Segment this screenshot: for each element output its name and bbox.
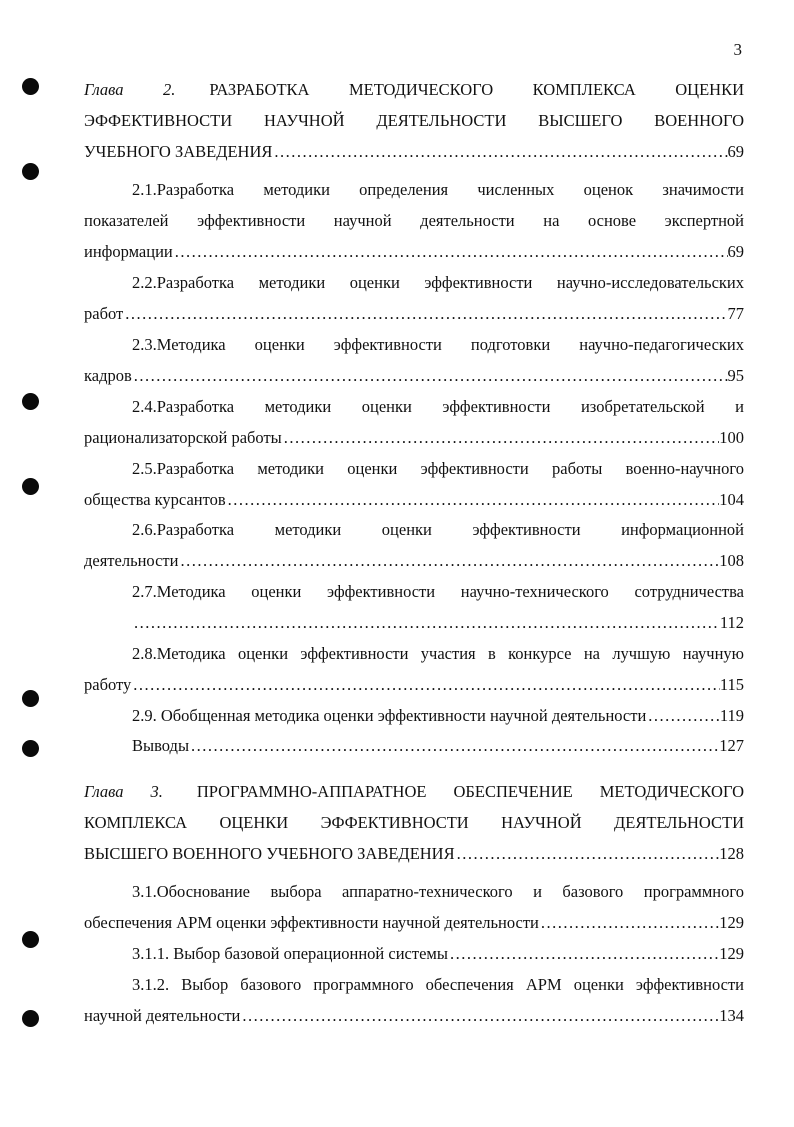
binder-hole-mark <box>22 740 39 757</box>
section-title-line-1: Выводы <box>132 736 190 755</box>
binder-hole-mark <box>22 690 39 707</box>
toc-page-number: 128 <box>719 844 744 863</box>
toc-section-3-1-2[interactable] <box>84 969 744 1031</box>
dot-leader <box>646 700 720 731</box>
dot-leader <box>240 1000 719 1031</box>
binder-hole-mark <box>22 163 39 180</box>
section-title-line-2: работ <box>84 304 124 323</box>
dot-leader <box>178 545 719 576</box>
section-title-line-2: рационализаторской работы <box>84 428 282 447</box>
section-title-line-1: 2.8.Методика оценки эффективности участия в конкурсе на лучшую научную <box>132 644 744 663</box>
toc-section-2-7[interactable] <box>84 576 744 638</box>
toc-page-number: 108 <box>719 551 744 570</box>
section-title-line-1: 3.1.Обоснование выбора аппаратно-технического и базового программного <box>132 882 744 901</box>
section-title-line-1: 2.4.Разработка методики оценки эффективности изобретательской и <box>132 397 744 416</box>
section-title-line-1: 2.5.Разработка методики оценки эффективности работы военно-научного <box>132 459 744 478</box>
toc-section-2-5[interactable] <box>84 453 744 515</box>
toc-page-number: 77 <box>727 304 744 323</box>
section-title-line-2: работу <box>84 675 132 694</box>
dot-leader <box>123 298 727 329</box>
page-number: 3 <box>733 40 742 59</box>
chapter-title-line-2: КОМПЛЕКСА ОЦЕНКИ ЭФФЕКТИВНОСТИ НАУЧНОЙ ДЕЯТЕЛЬНОСТИ <box>84 813 744 832</box>
binder-hole-mark <box>22 393 39 410</box>
dot-leader <box>132 360 728 391</box>
section-title-line-1: 2.2.Разработка методики оценки эффективности научно-исследовательских <box>132 273 744 292</box>
dot-leader <box>448 938 719 969</box>
toc-page-number: 69 <box>727 242 744 261</box>
dot-leader <box>455 838 720 869</box>
chapter-label: Глава 3. <box>84 782 163 801</box>
toc-section-2-3[interactable] <box>84 329 744 391</box>
section-title-line-2: обеспечения АРМ оценки эффективности научной деятельности <box>84 913 539 932</box>
toc-page-number: 100 <box>719 428 744 447</box>
chapter-title-line-2: ЭФФЕКТИВНОСТИ НАУЧНОЙ ДЕЯТЕЛЬНОСТИ ВЫСШЕГО ВОЕННОГО <box>84 111 744 130</box>
section-title-line-1: 2.9. Обобщенная методика оценки эффективности научной деятельности <box>132 706 647 725</box>
chapter-title-line-1: ПРОГРАММНО-АППАРАТНОЕ ОБЕСПЕЧЕНИЕ МЕТОДИЧЕСКОГО <box>196 782 744 801</box>
toc-page-number: 95 <box>727 366 744 385</box>
toc-chapter-2[interactable] <box>84 74 744 167</box>
dot-leader <box>282 422 719 453</box>
toc-page-number: 69 <box>727 142 744 161</box>
dot-leader <box>226 484 720 515</box>
toc-section-2-2[interactable] <box>84 267 744 329</box>
section-title-line-3: информации <box>84 242 173 261</box>
section-title-line-2: показателей эффективности научной деятельности на основе экспертной <box>84 211 744 230</box>
section-title-line-2: кадров <box>84 366 132 385</box>
toc-page-number: 115 <box>719 675 744 694</box>
dot-leader <box>132 607 720 638</box>
section-title-line-2: общества курсантов <box>84 490 226 509</box>
toc-section-2-8[interactable] <box>84 638 744 700</box>
toc-section-3-1[interactable] <box>84 876 744 938</box>
chapter-label: Глава 2. <box>84 80 176 99</box>
chapter-title-line-1: РАЗРАБОТКА МЕТОДИЧЕСКОГО КОМПЛЕКСА ОЦЕНКИ <box>209 80 744 99</box>
toc-page-number: 127 <box>719 736 744 755</box>
toc-chapter-3[interactable] <box>84 776 744 869</box>
toc-section-2-1[interactable] <box>84 174 744 267</box>
chapter-title-line-3: УЧЕБНОГО ЗАВЕДЕНИЯ <box>84 142 273 161</box>
chapter-title-line-3: ВЫСШЕГО ВОЕННОГО УЧЕБНОГО ЗАВЕДЕНИЯ <box>84 844 455 863</box>
section-title-line-1: 2.7.Методика оценки эффективности научно-технического сотрудничества <box>132 582 744 601</box>
dot-leader <box>173 236 728 267</box>
section-title-line-2: деятельности <box>84 551 179 570</box>
toc-section-3-1-1[interactable] <box>84 938 744 969</box>
dot-leader <box>539 907 719 938</box>
binder-hole-mark <box>22 1010 39 1027</box>
dot-leader <box>272 136 727 167</box>
section-title-line-1: 3.1.1. Выбор базовой операционной системы <box>132 944 448 963</box>
toc-page-number: 134 <box>719 1006 744 1025</box>
section-title-line-1: 2.1.Разработка методики определения численных оценок значимости <box>132 180 744 199</box>
section-title-line-1: 2.3.Методика оценки эффективности подготовки научно-педагогических <box>132 335 744 354</box>
binder-hole-mark <box>22 931 39 948</box>
toc-section-2-6[interactable] <box>84 514 744 576</box>
toc-page-number: 129 <box>719 944 744 963</box>
toc-section-2-9[interactable] <box>84 700 744 731</box>
binder-hole-mark <box>22 78 39 95</box>
section-title-line-1: 2.6.Разработка методики оценки эффективности информационной <box>132 520 744 539</box>
section-title-line-2: научной деятельности <box>84 1006 241 1025</box>
toc-page-number: 129 <box>719 913 744 932</box>
toc-page-number: 119 <box>719 706 744 725</box>
section-title-line-1: 3.1.2. Выбор базового программного обеспечения АРМ оценки эффективности <box>132 975 744 994</box>
binder-hole-mark <box>22 478 39 495</box>
dot-leader <box>189 730 719 761</box>
dot-leader <box>131 669 720 700</box>
toc-page-number: 112 <box>719 613 744 632</box>
toc-page-number: 104 <box>719 490 744 509</box>
toc-section-2-4[interactable] <box>84 391 744 453</box>
toc-section-conclusions[interactable] <box>84 730 744 761</box>
